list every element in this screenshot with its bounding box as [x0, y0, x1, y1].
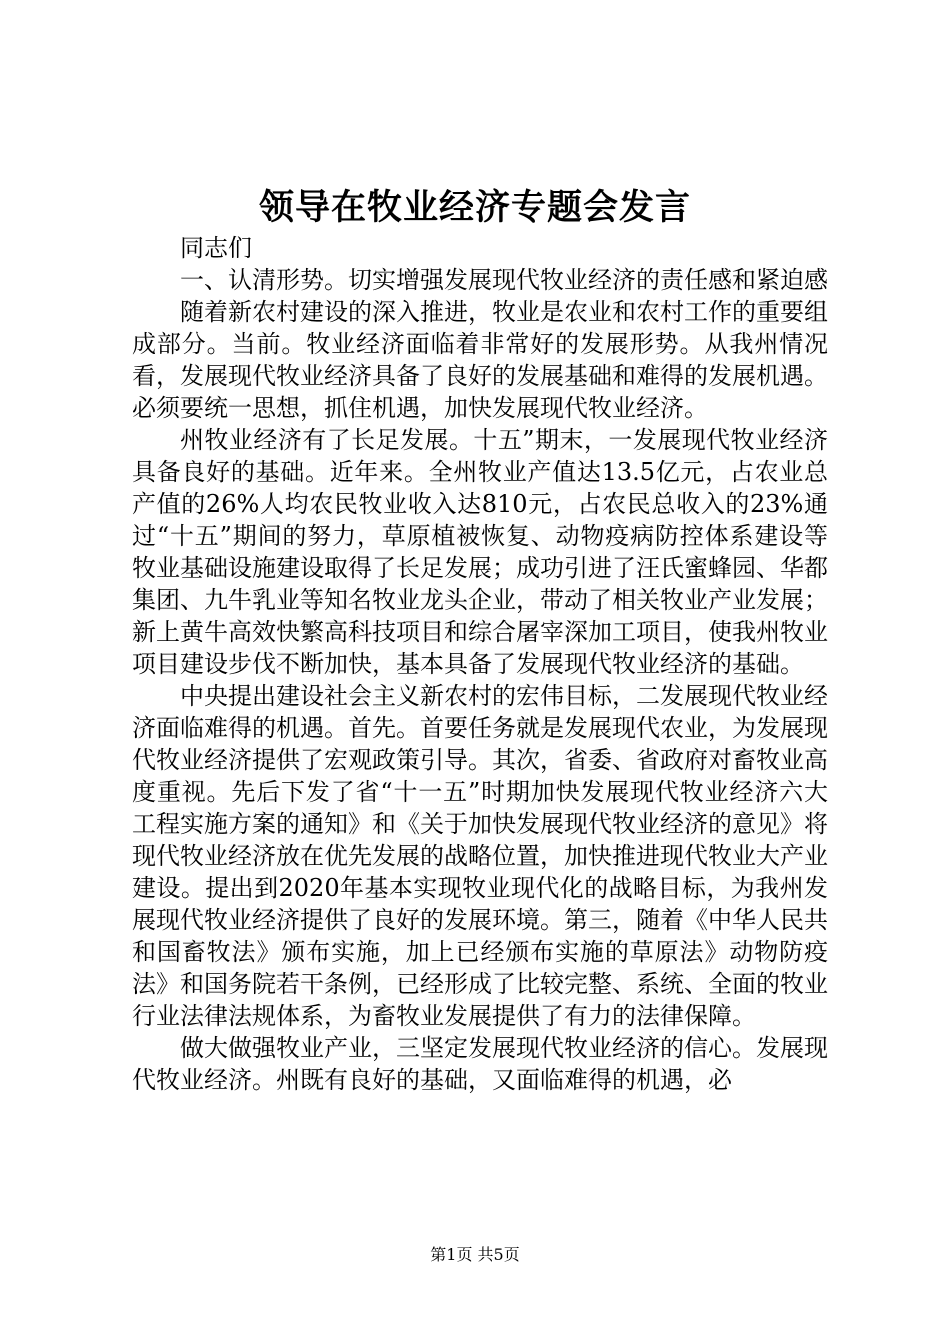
document-body [132, 232, 828, 1096]
document-title: 领导在牧业经济专题会发言 [258, 187, 691, 228]
page-number-footer: 第1页 共5页 [430, 1245, 520, 1264]
body-paragraph: 做大做强牧业产业，三坚定发展现代牧业经济的信心。发展现代牧业经济。州既有良好的基础，又面临难得的机遇，必 [132, 1034, 828, 1094]
section-heading-paragraph: 一、认清形势。切实增强发展现代牧业经济的责任感和紧迫感 [180, 266, 828, 294]
body-paragraph: 随着新农村建设的深入推进，牧业是农业和农村工作的重要组成部分。当前。牧业经济面临着非常好的发展形势。从我州情况看，发展现代牧业经济具备了良好的发展基础和难得的发展机遇。必须要统一思想，抓住机遇，加快发展现代牧业经济。 [132, 298, 828, 422]
salutation-paragraph: 同志们 [180, 234, 252, 262]
body-paragraph: 州牧业经济有了长足发展。十五”期末，一发展现代牧业经济具备良好的基础。近年来。全州牧业产值达13.5亿元，占农业总产值的26%人均农民牧业收入达810元，占农民总收入的23%通过“十五”期间的努力，草原植被恢复、动物疫病防控体系建设等牧业基础设施建设取得了长足发展；成功引进了汪氏蜜蜂园、华都集团、九牛乳业等知名牧业龙头企业，带动了相关牧业产业发展；新上黄牛高效快繁高科技项目和综合屠宰深加工项目，使我州牧业项目建设步伐不断加快，基本具备了发展现代牧业经济的基础。 [132, 426, 828, 678]
body-paragraph: 中央提出建设社会主义新农村的宏伟目标，二发展现代牧业经济面临难得的机遇。首先。首要任务就是发展现代农业，为发展现代牧业经济提供了宏观政策引导。其次，省委、省政府对畜牧业高度重视。先后下发了省“十一五”时期加快发展现代牧业经济六大工程实施方案的通知》和《关于加快发展现代牧业经济的意见》将现代牧业经济放在优先发展的战略位置，加快推进现代牧业大产业建设。提出到2020年基本实现牧业现代化的战略目标，为我州发展现代牧业经济提供了良好的发展环境。第三，随着《中华人民共和国畜牧法》颁布实施，加上已经颁布实施的草原法》动物防疫法》和国务院若干条例，已经形成了比较完整、系统、全面的牧业行业法律法规体系，为畜牧业发展提供了有力的法律保障。 [132, 682, 828, 1030]
